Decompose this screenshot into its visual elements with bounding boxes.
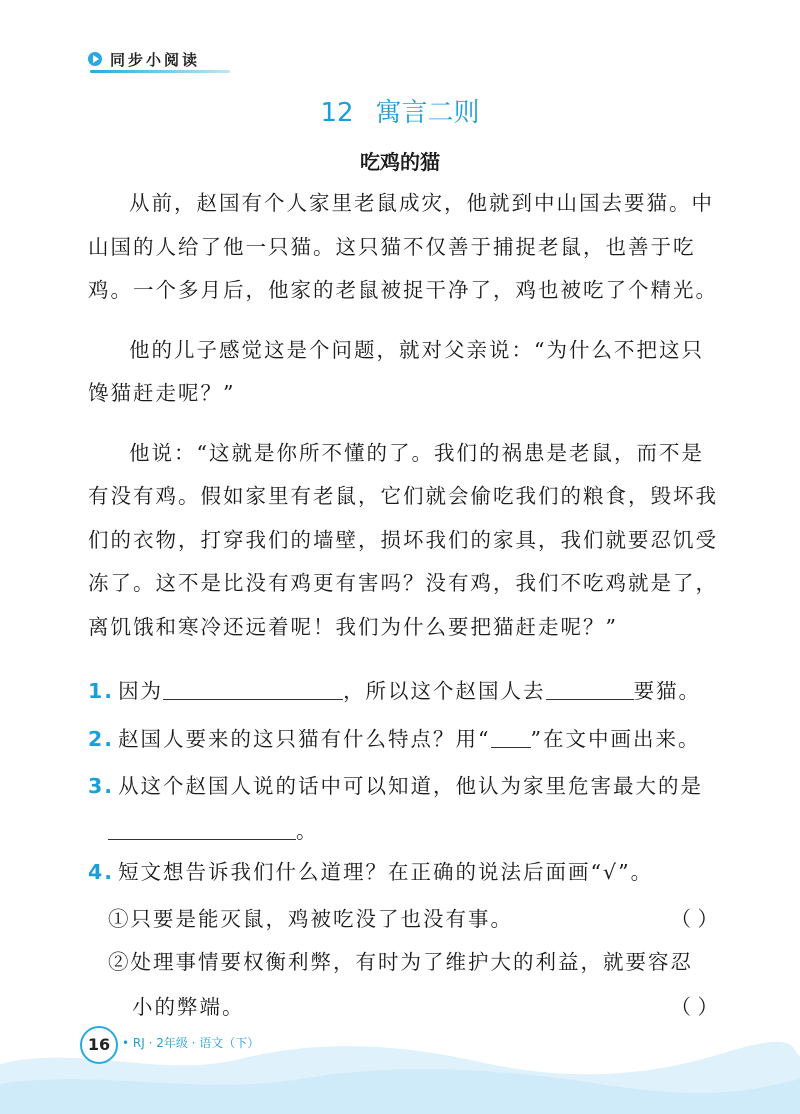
- answer-blank[interactable]: [546, 679, 634, 700]
- story-title: 吃鸡的猫: [360, 150, 440, 174]
- question-text: 要猫。: [633, 679, 702, 703]
- option-text: ①只要是能灭鼠，鸡被吃没了也没有事。: [108, 907, 513, 931]
- question-text: ”在文中画出来。: [530, 727, 701, 751]
- option-2: [108, 945, 718, 975]
- lesson-number: 12: [320, 98, 354, 128]
- question-text: 从这个赵国人说的话中可以知道，他认为家里危害最大的是: [118, 774, 704, 798]
- question-number: 4.: [88, 860, 115, 884]
- answer-blank[interactable]: [163, 679, 343, 700]
- question-text: 。: [296, 819, 319, 843]
- story-body: [88, 182, 720, 649]
- section-header: [88, 48, 248, 74]
- story-paragraph: 他说：“这就是你所不懂的了。我们的祸患是老鼠，而不是有没有鸡。假如家里有老鼠，它们就会偷吃我们的粮食，毁坏我们的衣物，打穿我们的墙壁，损坏我们的家具，我们就要忍饥受冻了。这不是比没有鸡更有害吗？没有鸡，我们不吃鸡就是了，离饥饿和寒冷还远着呢！我们为什么要把猫赶走呢？”: [88, 440, 718, 639]
- question-3-answer: [108, 814, 748, 844]
- section-label: 同步小阅读: [110, 51, 201, 69]
- page-number: 16: [80, 1026, 118, 1064]
- story-paragraph: 从前，赵国有个人家里老鼠成灾，他就到中山国去要猫。中山国的人给了他一只猫。这只猫不仅善于捕捉老鼠，也善于吃鸡。一个多月后，他家的老鼠被捉干净了，鸡也被吃了个精光。: [88, 191, 718, 302]
- play-icon: [88, 52, 102, 66]
- option-2-continued: [132, 990, 718, 1020]
- question-text: ，所以这个赵国人去: [343, 679, 546, 703]
- option-1: [108, 902, 718, 932]
- header-underline: [90, 70, 230, 73]
- footer-wave: [0, 1024, 800, 1114]
- answer-blank[interactable]: [108, 819, 296, 840]
- story-paragraph: 他的儿子感觉这是个问题，就对父亲说：“为什么不把这只馋猫赶走呢？”: [88, 337, 704, 405]
- underline-sample: [491, 727, 531, 748]
- option-text: ②处理事情要权衡利弊，有时为了维护大的利益，就要容忍: [108, 950, 693, 974]
- lesson-title: [0, 92, 800, 129]
- question-number: 2.: [88, 727, 115, 751]
- question-text: 赵国人要来的这只猫有什么特点？用“: [118, 727, 491, 751]
- answer-parentheses[interactable]: （ ）: [670, 995, 718, 1019]
- question-number: 3.: [88, 774, 115, 798]
- question-4: [88, 855, 728, 885]
- book-info: • RJ · 2年级 · 语文（下）: [122, 1036, 260, 1050]
- question-1: [88, 674, 728, 704]
- question-3: [88, 769, 728, 799]
- question-text: 因为: [118, 679, 164, 703]
- question-2: [88, 722, 728, 752]
- option-text: 小的弊端。: [132, 995, 245, 1019]
- question-text: 短文想告诉我们什么道理？在正确的说法后面画“√”。: [118, 860, 654, 884]
- answer-parentheses[interactable]: （ ）: [670, 907, 718, 931]
- question-number: 1.: [88, 679, 115, 703]
- lesson-title-text: 寓言二则: [375, 98, 480, 128]
